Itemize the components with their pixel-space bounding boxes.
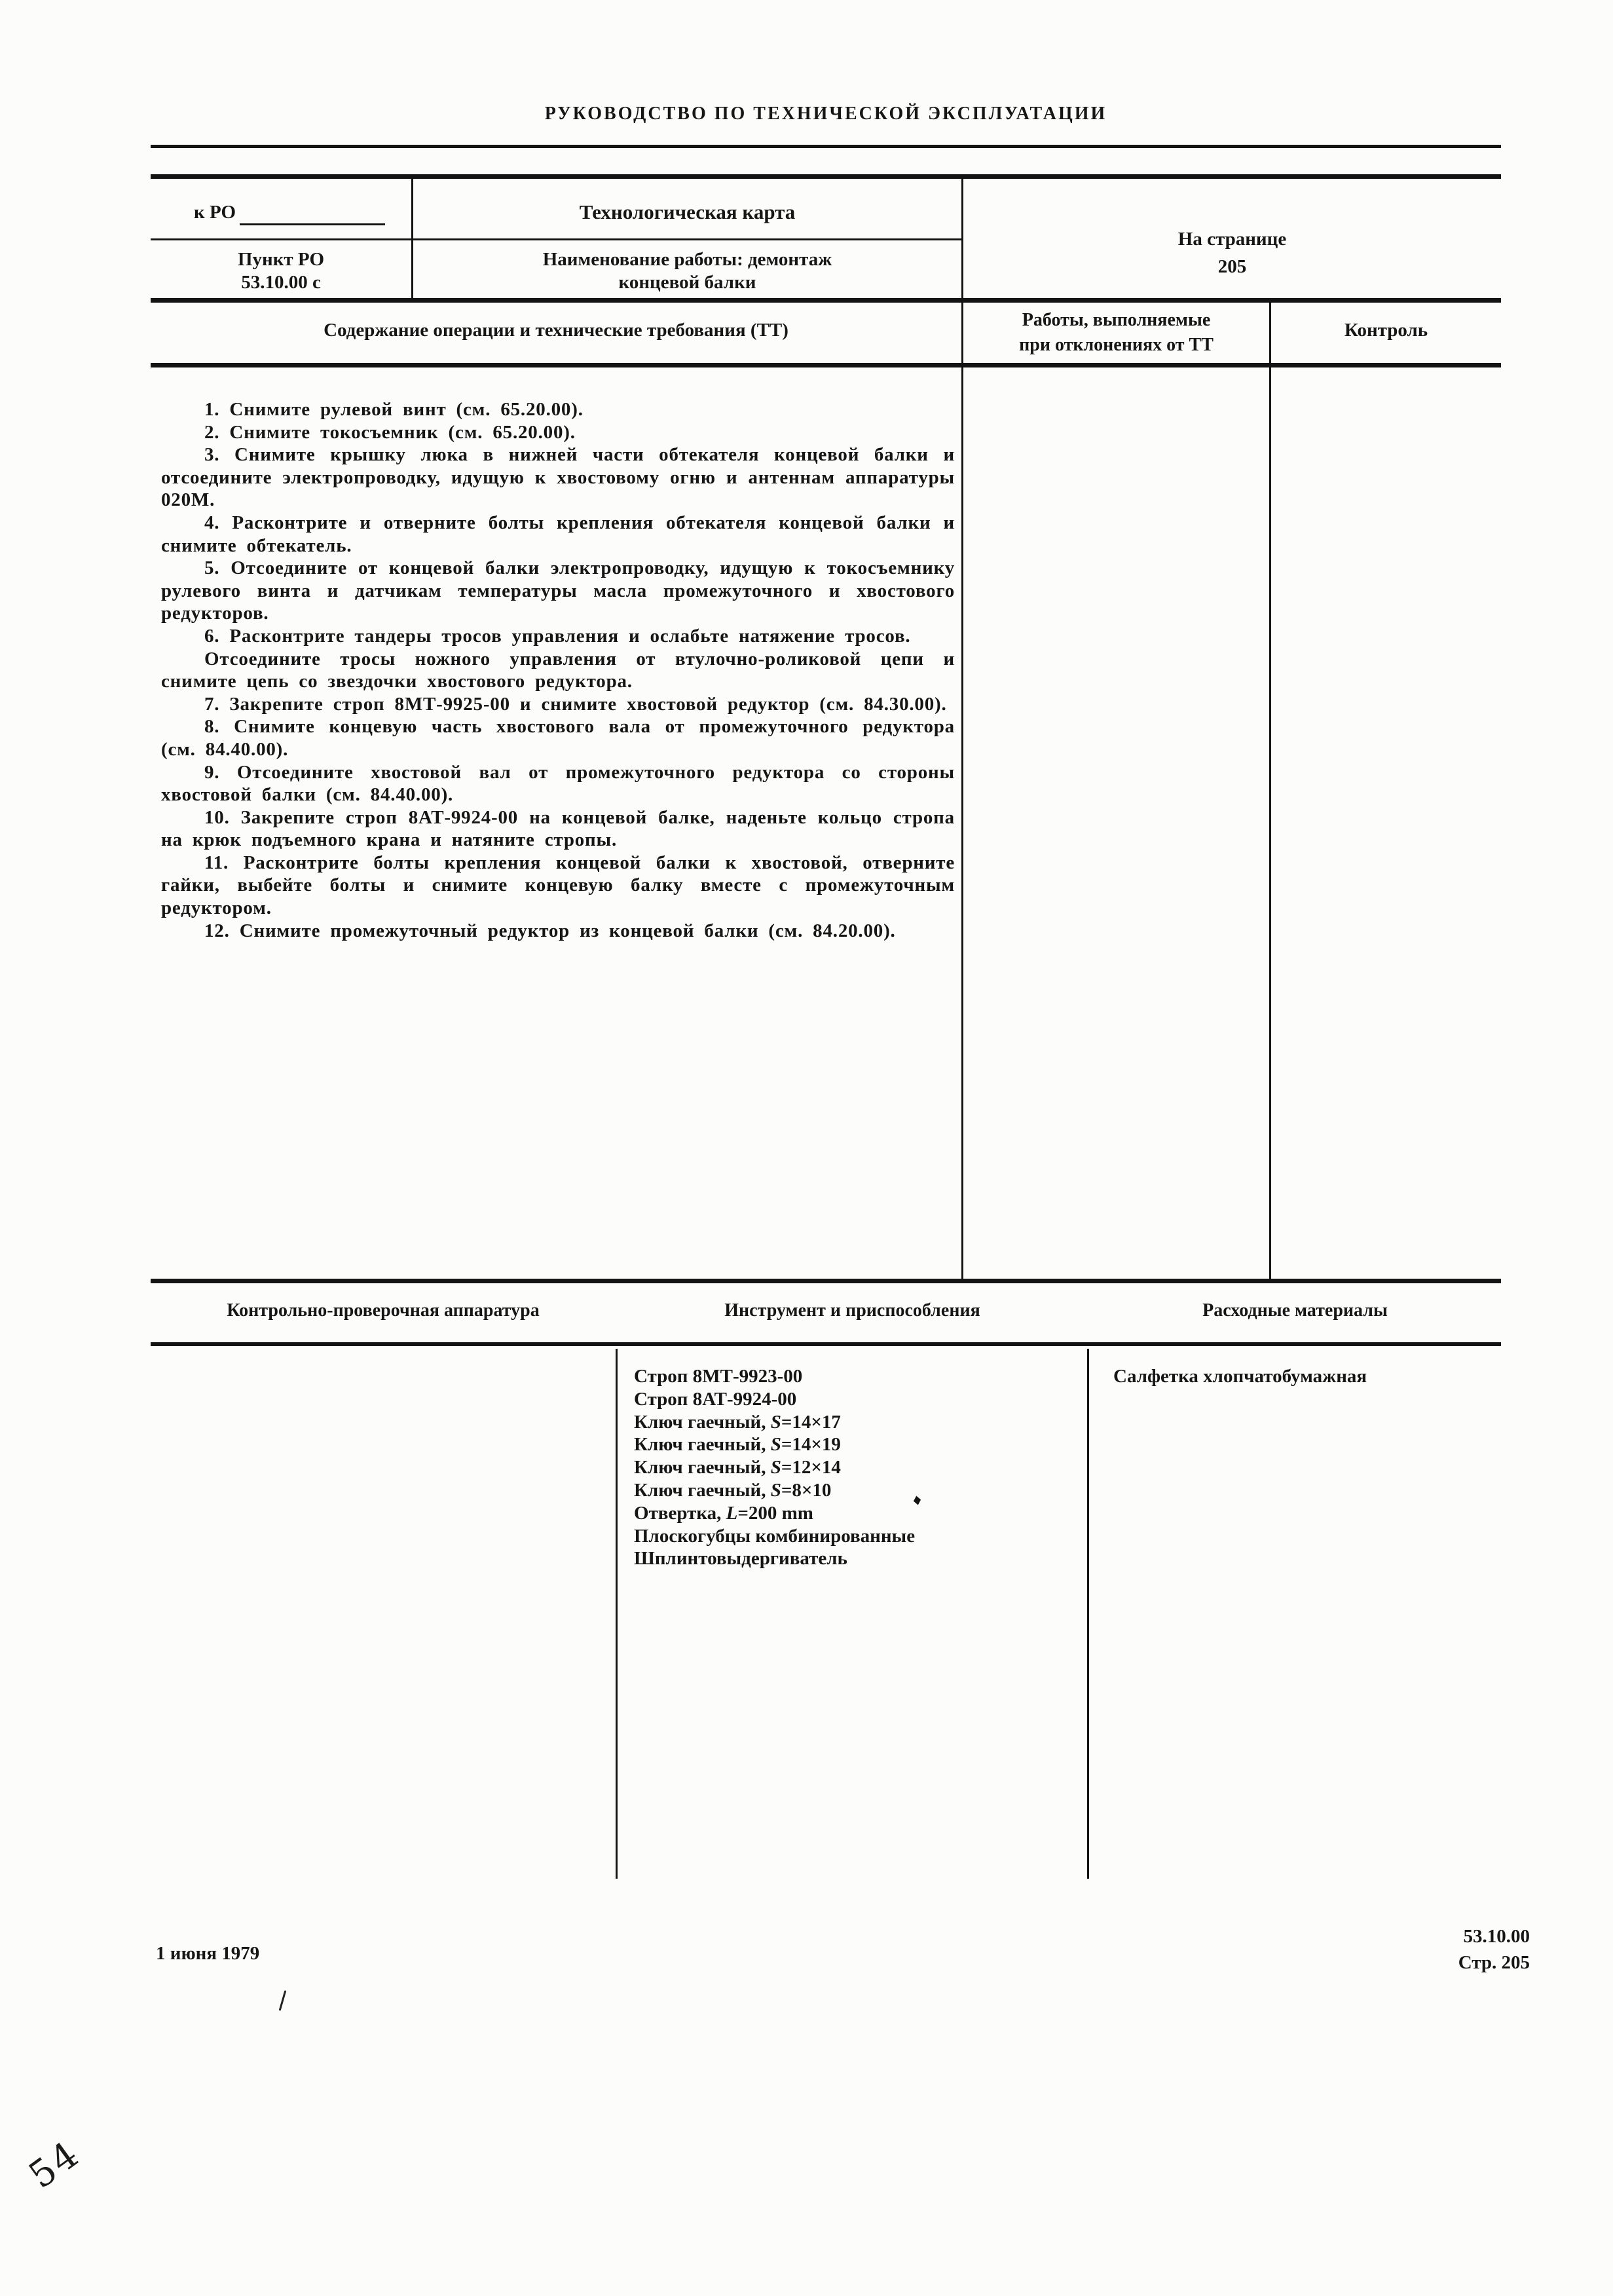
to-ro-blank-underline — [240, 223, 385, 225]
operation-item: 5. Отсоедините от концевой балки электропроводку, идущую к токосъемнику рулевого винта и датчикам температуры масла промежуточного и хвостового редукторов. — [161, 557, 955, 624]
on-page-label: На странице — [1177, 229, 1287, 250]
ro-point-number: 53.10.00 с — [241, 272, 321, 293]
info-table-top-border — [151, 174, 1501, 179]
control-header: Контроль — [1344, 320, 1428, 341]
issue-date: 1 июня 1979 — [156, 1943, 260, 1964]
resources-header-bottom-border — [151, 1342, 1501, 1346]
resources-col-divider-2 — [1087, 1349, 1089, 1879]
manual-running-title: РУКОВОДСТВО ПО ТЕХНИЧЕСКОЙ ЭКСПЛУАТАЦИИ — [544, 104, 1107, 124]
operation-item: 2. Снимите токосъемник (см. 65.20.00). — [204, 421, 576, 443]
test-equipment-header: Контрольно-проверочная аппаратура — [227, 1300, 540, 1321]
resources-table-top-border — [151, 1279, 1501, 1283]
operation-item: 3. Снимите крышку люка в нижней части обтекателя концевой балки и отсоедините электропроводку, идущую к хвостовому огню и антеннам аппаратуры 020М. — [161, 444, 955, 511]
deviation-works-header — [963, 308, 1269, 358]
card-title: Технологическая карта — [579, 200, 796, 223]
tool-item: Ключ гаечный, S=14×19 — [634, 1434, 841, 1456]
operation-item: Отсоедините тросы ножного управления от втулочно-роликовой цепи и снимите цепь со звездочки хвостового редуктора. — [161, 648, 955, 692]
operation-item: 6. Расконтрите тандеры тросов управления и ослабьте натяжение тросов. — [204, 625, 911, 647]
operations-content-header: Содержание операции и технические требования (ТТ) — [324, 320, 788, 341]
ro-point-label: Пункт РО — [237, 249, 325, 270]
top-rule — [151, 145, 1501, 148]
operations-list — [161, 398, 955, 942]
operation-item: 12. Снимите промежуточный редуктор из концевой балки (см. 84.20.00). — [204, 920, 896, 941]
tools-list — [634, 1365, 915, 1570]
deviation-works-header-line2: при отклонениях от ТТ — [1019, 335, 1214, 355]
resources-col-divider-1 — [616, 1349, 618, 1879]
tool-item: Отвертка, L=200 mm — [634, 1502, 813, 1524]
operation-item: 4. Расконтрите и отверните болты крепления обтекателя концевой балки и снимите обтекатель. — [161, 512, 955, 556]
tool-item: Плоскогубцы комбинированные — [634, 1525, 916, 1547]
ro-point-cell — [151, 248, 411, 294]
operation-item: 7. Закрепите строп 8МТ-9925-00 и снимите хвостовой редуктор (см. 84.30.00). — [204, 693, 947, 715]
tool-item: Шплинтовыдергиватель — [634, 1548, 847, 1570]
main-col-divider-2 — [1269, 303, 1271, 1279]
pen-slash-mark — [279, 1990, 287, 2011]
operation-item: 9. Отсоедините хвостовой вал от промежуточного редуктора со стороны хвостовой балки (см. 84.40.00). — [161, 761, 955, 806]
handwritten-page-number: 54 — [21, 2132, 88, 2198]
operations-header-bottom-border — [151, 363, 1501, 367]
tools-header: Инструмент и приспособления — [724, 1300, 980, 1321]
consumables-header: Расходные материалы — [1202, 1300, 1388, 1321]
tool-item: Строп 8АТ-9924-00 — [634, 1388, 797, 1410]
work-name-line1: Наименование работы: демонтаж — [542, 249, 832, 270]
on-page-number: 205 — [1217, 256, 1247, 277]
footer-doc-number: 53.10.00 — [1463, 1926, 1530, 1947]
deviation-works-header-line1: Работы, выполняемые — [1022, 310, 1211, 330]
tool-item: Строп 8МТ-9923-00 — [634, 1366, 803, 1387]
tool-item: Ключ гаечный, S=14×17 — [634, 1411, 841, 1433]
material-item: Салфетка хлопчатобумажная — [1113, 1366, 1367, 1387]
work-name-line2: концевой балки — [618, 272, 756, 293]
materials-list — [1113, 1365, 1367, 1388]
footer-reference — [1333, 1923, 1530, 1976]
info-table-bottom-border — [151, 298, 1501, 303]
work-name-cell — [413, 248, 961, 294]
to-ro-label: к РО — [194, 202, 236, 223]
operation-item: 11. Расконтрите болты крепления концевой балки к хвостовой, отверните гайки, выбейте болты и снимите концевую балку вместе с промежуточным редуктором. — [161, 852, 955, 919]
footer-page-number: Стр. 205 — [1458, 1952, 1530, 1973]
on-page-cell — [963, 225, 1501, 280]
info-table-row-divider — [151, 238, 963, 240]
tool-item: Ключ гаечный, S=12×14 — [634, 1457, 841, 1478]
operation-item: 1. Снимите рулевой винт (см. 65.20.00). — [204, 399, 584, 420]
operation-item: 10. Закрепите строп 8АТ-9924-00 на концевой балке, наденьте кольцо стропа на крюк подъемного крана и натяните стропы. — [161, 806, 955, 851]
operation-item: 8. Снимите концевую часть хвостового вала от промежуточного редуктора (см. 84.40.00). — [161, 716, 955, 760]
tool-item: Ключ гаечный, S=8×10 — [634, 1479, 832, 1501]
